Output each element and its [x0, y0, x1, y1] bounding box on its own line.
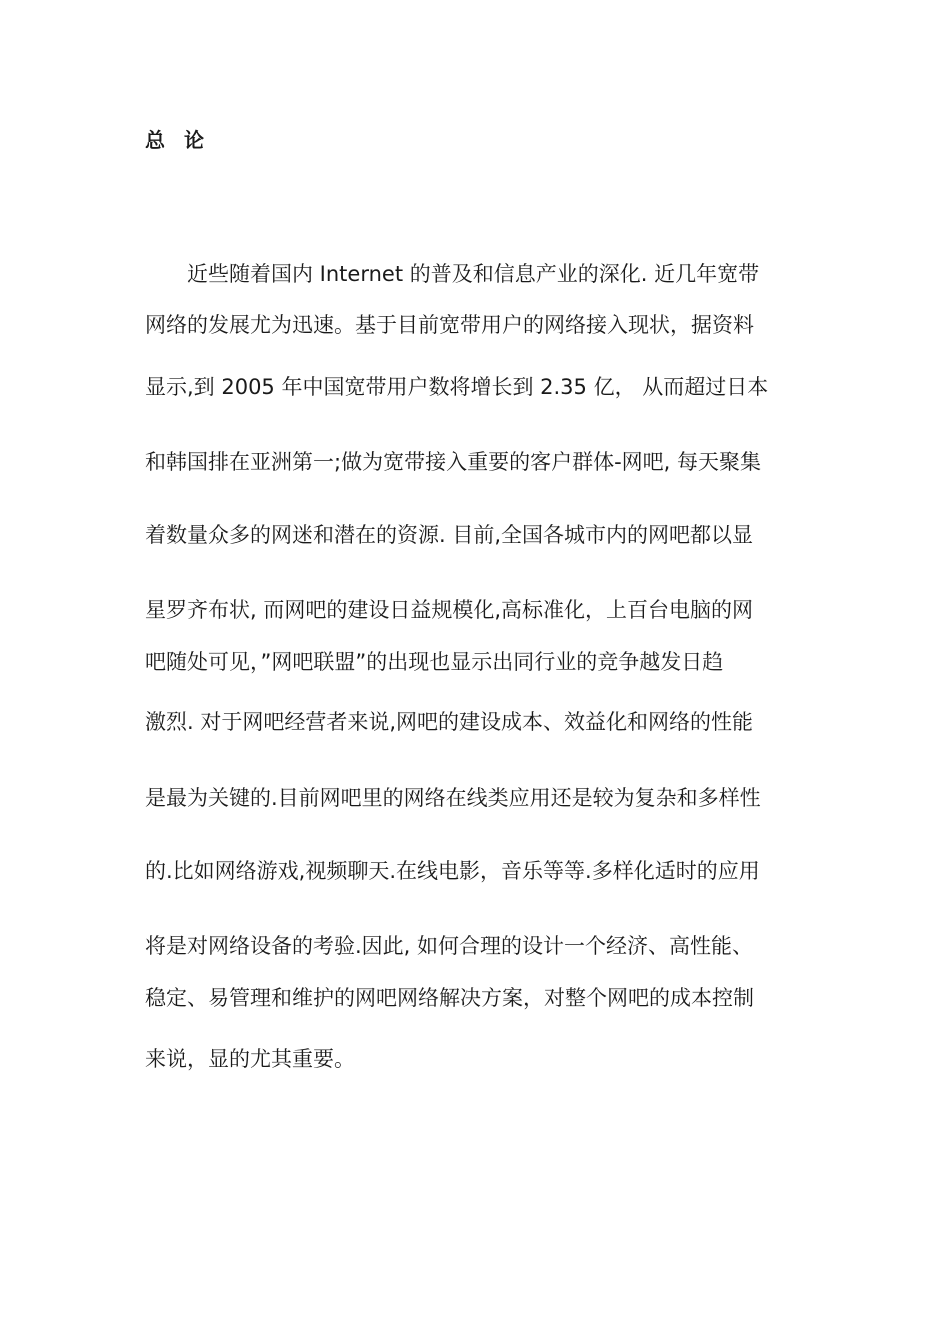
- paragraph-line: 吧随处可见，”网吧联盟”的出现也显示出同行业的竞争越发日趋: [145, 650, 724, 674]
- paragraph-line: 近些随着国内 Internet 的普及和信息产业的深化. 近几年宽带: [187, 262, 760, 286]
- section-heading: 总 论: [145, 128, 210, 152]
- paragraph-line: 激烈. 对于网吧经营者来说,网吧的建设成本、效益化和网络的性能: [145, 710, 754, 734]
- paragraph-line: 是最为关键的.目前网吧里的网络在线类应用还是较为复杂和多样性: [145, 786, 761, 810]
- paragraph-line: 星罗齐布状, 而网吧的建设日益规模化,高标准化，上百台电脑的网: [145, 598, 754, 622]
- paragraph-line: 将是对网络设备的考验.因此, 如何合理的设计一个经济、高性能、: [145, 934, 754, 958]
- paragraph-line: 的.比如网络游戏,视频聊天.在线电影，音乐等等.多样化适时的应用: [145, 859, 760, 883]
- paragraph-line: 稳定、易管理和维护的网吧网络解决方案，对整个网吧的成本控制: [145, 986, 754, 1010]
- paragraph-line: 显示,到 2005 年中国宽带用户数将增长到 2.35 亿， 从而超过日本: [145, 375, 769, 399]
- paragraph-line: 着数量众多的网迷和潜在的资源. 目前,全国各城市内的网吧都以显: [145, 523, 754, 547]
- paragraph-line: 来说，显的尤其重要。: [145, 1047, 355, 1071]
- paragraph-line: 网络的发展尤为迅速。基于目前宽带用户的网络接入现状，据资料: [145, 313, 754, 337]
- paragraph-line: 和韩国排在亚洲第一;做为宽带接入重要的客户群体-网吧, 每天聚集: [145, 450, 762, 474]
